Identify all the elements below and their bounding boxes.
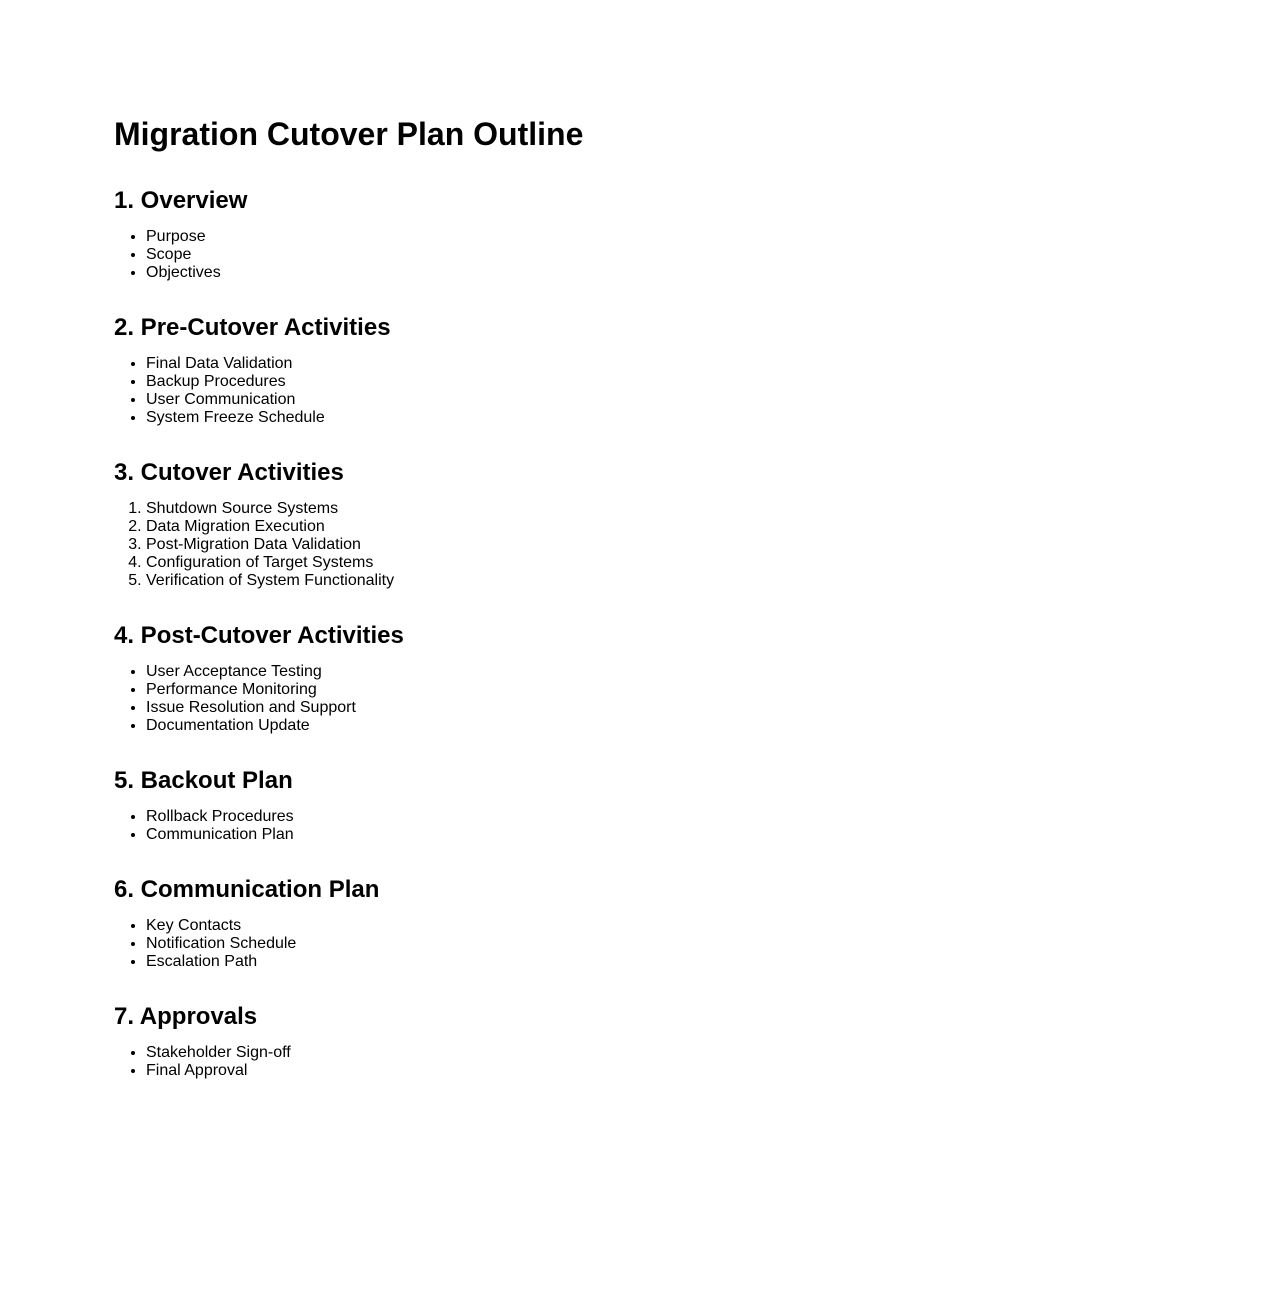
- list-item: 2. Data Migration Execution: [146, 518, 583, 536]
- list-item: • Final Data Validation: [146, 355, 583, 373]
- section-list: [114, 917, 583, 971]
- section-list: [114, 228, 583, 282]
- list-item: • User Communication: [146, 391, 583, 409]
- section-pre-cutover: [114, 314, 583, 427]
- list-item: • Backup Procedures: [146, 373, 583, 391]
- section-overview: [114, 187, 583, 282]
- list-item: • Issue Resolution and Support: [146, 699, 583, 717]
- section-heading: 3. Cutover Activities: [114, 459, 344, 486]
- list-item: 5. Verification of System Functionality: [146, 572, 583, 590]
- list-item: • System Freeze Schedule: [146, 409, 583, 427]
- list-item: • Notification Schedule: [146, 935, 583, 953]
- list-item: • Key Contacts: [146, 917, 583, 935]
- list-item: • Objectives: [146, 264, 583, 282]
- section-heading: 4. Post-Cutover Activities: [114, 622, 404, 649]
- list-item: • Scope: [146, 246, 583, 264]
- list-item: • User Acceptance Testing: [146, 663, 583, 681]
- list-item: 3. Post-Migration Data Validation: [146, 536, 583, 554]
- list-item: 1. Shutdown Source Systems: [146, 500, 583, 518]
- section-approvals: [114, 1003, 583, 1080]
- section-heading: 5. Backout Plan: [114, 767, 293, 794]
- list-item: 4. Configuration of Target Systems: [146, 554, 583, 572]
- list-item: • Communication Plan: [146, 826, 583, 844]
- list-item: • Performance Monitoring: [146, 681, 583, 699]
- list-item: • Stakeholder Sign-off: [146, 1044, 583, 1062]
- section-heading: 6. Communication Plan: [114, 876, 380, 903]
- section-list: [114, 663, 583, 735]
- page-title: Migration Cutover Plan Outline: [114, 116, 584, 152]
- list-item: • Purpose: [146, 228, 583, 246]
- section-cutover: [114, 459, 583, 590]
- section-list: [114, 1044, 583, 1080]
- list-item: • Final Approval: [146, 1062, 583, 1080]
- section-list: [114, 500, 583, 590]
- section-communication-plan: [114, 876, 583, 971]
- list-item: • Rollback Procedures: [146, 808, 583, 826]
- section-backout-plan: [114, 767, 583, 844]
- section-list: [114, 808, 583, 844]
- list-item: • Documentation Update: [146, 717, 583, 735]
- document: [114, 114, 583, 1112]
- section-post-cutover: [114, 622, 583, 735]
- section-list: [114, 355, 583, 427]
- list-item: • Escalation Path: [146, 953, 583, 971]
- section-heading: 7. Approvals: [114, 1003, 258, 1030]
- section-heading: 2. Pre-Cutover Activities: [114, 314, 391, 341]
- section-heading: 1. Overview: [114, 187, 248, 214]
